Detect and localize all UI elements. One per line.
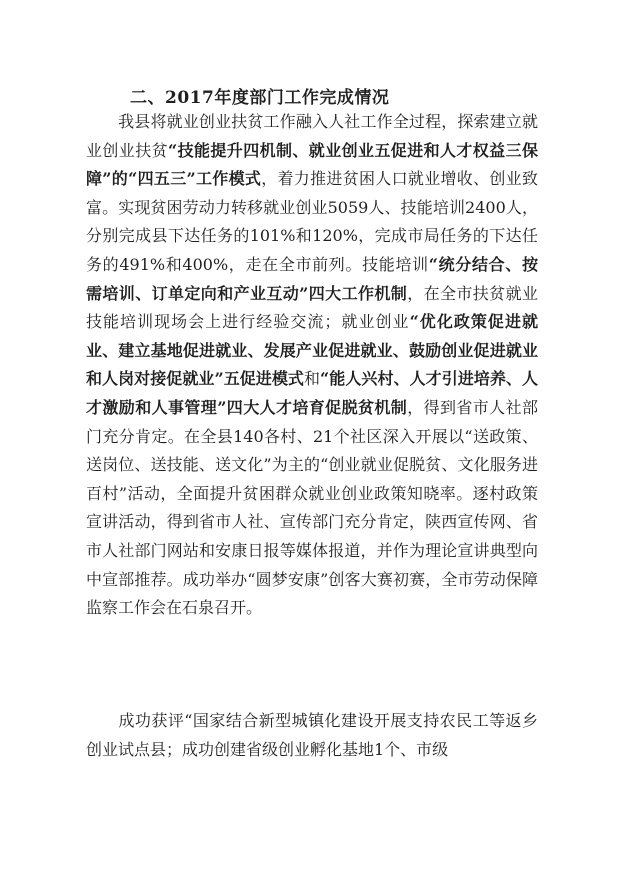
model-name-bold: “技能提升四机制、就业创业五促进和人才权益三保障”的“四五三”工作模式 — [86, 140, 538, 189]
section-heading: 二、2017年度部门工作完成情况 — [130, 88, 390, 108]
paragraph-employment-poverty-alleviation — [86, 108, 538, 623]
paragraph-text: ，着力推进贫困人口就业增收、创业致富。实现贫困劳动力转移就业创业5059人、技能培训2400人，分别完成县下达任务的101%和120%，完成市局任务的下达任务的491%和400%，走在全市前列。技能培训 — [86, 169, 538, 274]
paragraph-text: ，在全市扶贫就业技能培训现场会上进行经验交流；就业创业 — [86, 283, 538, 332]
paragraph-text: ，得到省市人社部门充分肯定。在全县140各村、21个社区深入开展以“送政策、送岗位、送技能、送文化”为主的“创业就业促脱贫、文化服务进百村”活动，全面提升贫困群众就业创业政策知晓率。逐村政策宣讲活动，得到省市人社、宣传部门充分肯定，陕西宣传网、省市人社部门网站和安康日报等媒体报道，并作为理论宣讲典型向中宣部推荐。成功举办“圆梦安康”创客大赛初赛，全市劳动保障监察工作会在石泉召开。 — [86, 397, 538, 618]
five-promotion-model-bold: “优化政策促进就业、建立基地促进就业、发展产业促进就业、鼓励创业促进就业和人岗对接促就业”五促进模式 — [86, 312, 538, 389]
talent-mechanism-bold: “能人兴村、人才引进培养、人才激励和人事管理”四大人才培育促脱贫机制 — [86, 369, 538, 417]
paragraph-text: 成功获评“国家结合新型城镇化建设开展支持农民工等返乡创业试点县；成功创建省级创业孵化基地1个、市级 — [86, 711, 538, 759]
training-mechanism-bold: “统分结合、按需培训、订单定向和产业互动”四大工作机制 — [86, 254, 538, 303]
paragraph-pilot-county — [86, 707, 538, 764]
paragraph-text: 我县将就业创业扶贫工作融入人社工作全过程，探索建立就业创业扶贫 — [86, 112, 538, 160]
paragraph-text: 和 — [303, 369, 321, 389]
